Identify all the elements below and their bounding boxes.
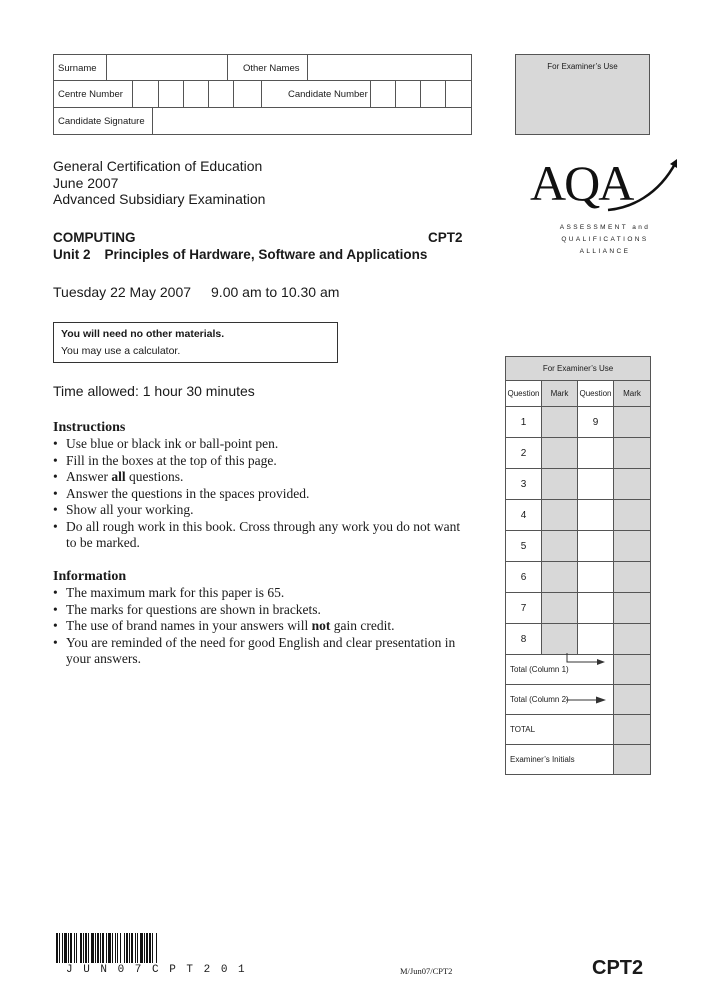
candidate-number-digit-4[interactable]: [445, 80, 472, 108]
col-header-question-1: Question: [506, 381, 542, 407]
total-column-1-label: Total (Column 1): [506, 655, 614, 685]
exam-date: Tuesday 22 May 2007: [53, 284, 192, 300]
question-number: [578, 562, 614, 593]
candidate-number-digit-1[interactable]: [370, 80, 396, 108]
barcode: [56, 933, 264, 963]
question-number: 4: [506, 500, 542, 531]
question-number: 7: [506, 593, 542, 624]
question-number: [578, 438, 614, 469]
barcode-bar: [129, 933, 130, 963]
question-number: 8: [506, 624, 542, 655]
footer-reference: M/Jun07/CPT2: [400, 966, 453, 976]
information-heading: Information: [53, 569, 127, 584]
mark-cell[interactable]: [542, 438, 578, 469]
header-line-2: June 2007: [53, 174, 119, 191]
centre-number-digit-3[interactable]: [183, 80, 209, 108]
surname-label-cell: [53, 54, 107, 81]
question-number: [578, 469, 614, 500]
information-item: • The maximum mark for this paper is 65.: [53, 585, 473, 602]
col-header-mark-1: Mark: [542, 381, 578, 407]
candidate-details-box: [53, 54, 472, 135]
instruction-item: • Fill in the boxes at the top of this page.: [53, 453, 473, 470]
barcode-bar: [144, 933, 145, 963]
unit-title: Principles of Hardware, Software and Applications: [104, 247, 428, 262]
signature-field[interactable]: [152, 107, 472, 135]
examiner-mark-table: [505, 356, 650, 775]
information-not-word: not: [311, 618, 331, 633]
header-line-3: Advanced Subsidiary Examination: [53, 191, 266, 207]
barcode-bar: [59, 933, 60, 963]
barcode-bar: [88, 933, 89, 963]
footer-paper-code: CPT2: [592, 957, 644, 979]
arrow-right-icon: [564, 695, 609, 705]
barcode-bar: [56, 933, 58, 963]
barcode-bar: [108, 933, 111, 963]
mark-cell[interactable]: [614, 500, 651, 531]
question-number: 9: [578, 407, 614, 438]
information-section: [53, 568, 473, 668]
mark-cell[interactable]: [542, 593, 578, 624]
exam-header: [53, 158, 265, 208]
barcode-bar: [135, 933, 136, 963]
barcode-bar: [106, 933, 107, 963]
barcode-bar: [156, 933, 157, 963]
materials-calculator: You may use a calculator.: [61, 345, 181, 357]
barcode-bar: [140, 933, 143, 963]
aqa-logo: [530, 156, 680, 256]
question-number: [578, 593, 614, 624]
question-number: [578, 624, 614, 655]
barcode-bar: [112, 933, 113, 963]
mark-cell[interactable]: [542, 407, 578, 438]
col-header-question-2: Question: [578, 381, 614, 407]
barcode-bar: [83, 933, 84, 963]
barcode-bar: [68, 933, 69, 963]
mark-cell[interactable]: [614, 438, 651, 469]
mark-cell[interactable]: [614, 469, 651, 500]
question-number: 5: [506, 531, 542, 562]
instruction-item: • Do all rough work in this book. Cross through any work you do not want to be marked.: [53, 519, 473, 552]
total-column-2-label: Total (Column 2): [506, 685, 614, 715]
question-number: 2: [506, 438, 542, 469]
unit-label: Unit 2: [53, 247, 91, 262]
barcode-bars: [56, 933, 264, 963]
barcode-bar: [117, 933, 118, 963]
barcode-bar: [126, 933, 128, 963]
barcode-bar: [152, 933, 153, 963]
aqa-tagline-2: QUALIFICATIONS: [561, 236, 649, 243]
barcode-bar: [146, 933, 148, 963]
barcode-bar: [74, 933, 75, 963]
question-number: [578, 500, 614, 531]
information-item: • You are reminded of the need for good English and clear presentation in your answers.: [53, 635, 473, 668]
barcode-bar: [120, 933, 121, 963]
total-value[interactable]: [614, 715, 651, 745]
centre-number-digit-1[interactable]: [132, 80, 159, 108]
exam-time: 9.00 am to 10.30 am: [211, 284, 340, 300]
candidate-number-label-cell: [261, 80, 371, 108]
mark-cell[interactable]: [614, 531, 651, 562]
barcode-bar: [85, 933, 87, 963]
time-allowed: Time allowed: 1 hour 30 minutes: [53, 383, 255, 399]
materials-required: You will need no other materials.: [61, 328, 225, 340]
instructions-section: [53, 419, 473, 552]
question-number: 6: [506, 562, 542, 593]
subject-name: COMPUTING: [53, 230, 136, 245]
mark-cell[interactable]: [542, 500, 578, 531]
signature-label-cell: [53, 107, 153, 135]
barcode-bar: [70, 933, 72, 963]
total-column-1-value[interactable]: [614, 655, 651, 685]
examiner-use-box-top-label: For Examiner’s Use: [547, 62, 618, 71]
barcode-bar: [149, 933, 151, 963]
candidate-number-label: Candidate Number: [288, 89, 368, 100]
examiner-table-title: For Examiner’s Use: [506, 357, 651, 381]
barcode-bar: [64, 933, 67, 963]
barcode-bar: [95, 933, 96, 963]
total-label: TOTAL: [506, 715, 614, 745]
subject-code: CPT2: [428, 230, 463, 245]
barcode-bar: [131, 933, 133, 963]
other-names-label: Other Names: [243, 63, 300, 74]
information-item: • The marks for questions are shown in brackets.: [53, 602, 473, 619]
centre-number-digit-2[interactable]: [158, 80, 184, 108]
mark-cell[interactable]: [614, 593, 651, 624]
barcode-bar: [97, 933, 99, 963]
header-line-1: General Certification of Education: [53, 158, 263, 174]
aqa-tagline-1: ASSESSMENT and: [559, 224, 651, 231]
question-number: 3: [506, 469, 542, 500]
centre-number-digit-4[interactable]: [208, 80, 234, 108]
barcode-bar: [76, 933, 77, 963]
instructions-list: [53, 436, 473, 552]
information-item: • The use of brand names in your answers will not gain credit.: [53, 618, 473, 635]
question-number: 1: [506, 407, 542, 438]
information-list: [53, 585, 473, 668]
centre-number-digit-5[interactable]: [233, 80, 262, 108]
barcode-bar: [115, 933, 116, 963]
barcode-bar: [62, 933, 63, 963]
mark-cell[interactable]: [542, 624, 578, 655]
mark-cell[interactable]: [614, 562, 651, 593]
examiner-initials-label: Examiner’s Initials: [506, 745, 614, 775]
barcode-bar: [102, 933, 104, 963]
col-header-mark-2: Mark: [614, 381, 651, 407]
instruction-item: • Answer the questions in the spaces provided.: [53, 486, 473, 503]
barcode-bar: [124, 933, 125, 963]
surname-label: Surname: [58, 63, 97, 74]
instruction-item: • Answer all questions.: [53, 469, 473, 486]
examiner-use-box-top: [515, 54, 650, 135]
aqa-tagline: [530, 222, 680, 258]
mark-cell[interactable]: [542, 531, 578, 562]
instructions-heading: Instructions: [53, 420, 126, 435]
surname-field[interactable]: [106, 54, 228, 81]
mark-cell[interactable]: [614, 407, 651, 438]
barcode-bar: [100, 933, 101, 963]
barcode-text: J U N 0 7 C P T 2 0 1: [66, 964, 247, 976]
aqa-swoosh-icon: [530, 156, 680, 216]
barcode-bar: [80, 933, 82, 963]
candidate-number-digit-3[interactable]: [420, 80, 446, 108]
materials-box: [53, 322, 338, 363]
instruction-all-word: all: [111, 469, 126, 484]
signature-label: Candidate Signature: [58, 116, 145, 127]
unit-line: [53, 247, 427, 262]
aqa-logo-text: AQA: [530, 155, 633, 211]
candidate-number-digit-2[interactable]: [395, 80, 421, 108]
centre-number-label: Centre Number: [58, 89, 123, 100]
question-number: [578, 531, 614, 562]
barcode-bar: [91, 933, 94, 963]
other-names-label-cell: [227, 54, 308, 81]
mark-cell[interactable]: [542, 562, 578, 593]
mark-cell[interactable]: [542, 469, 578, 500]
mark-cell[interactable]: [614, 624, 651, 655]
arrow-right-icon: [559, 653, 609, 667]
examiner-initials-value[interactable]: [614, 745, 651, 775]
date-line: [53, 284, 339, 300]
aqa-tagline-3: ALLIANCE: [579, 248, 631, 255]
instruction-item: • Use blue or black ink or ball-point pen.: [53, 436, 473, 453]
instruction-item: • Show all your working.: [53, 502, 473, 519]
centre-number-label-cell: [53, 80, 133, 108]
other-names-field[interactable]: [307, 54, 472, 81]
barcode-bar: [137, 933, 138, 963]
total-column-2-value[interactable]: [614, 685, 651, 715]
